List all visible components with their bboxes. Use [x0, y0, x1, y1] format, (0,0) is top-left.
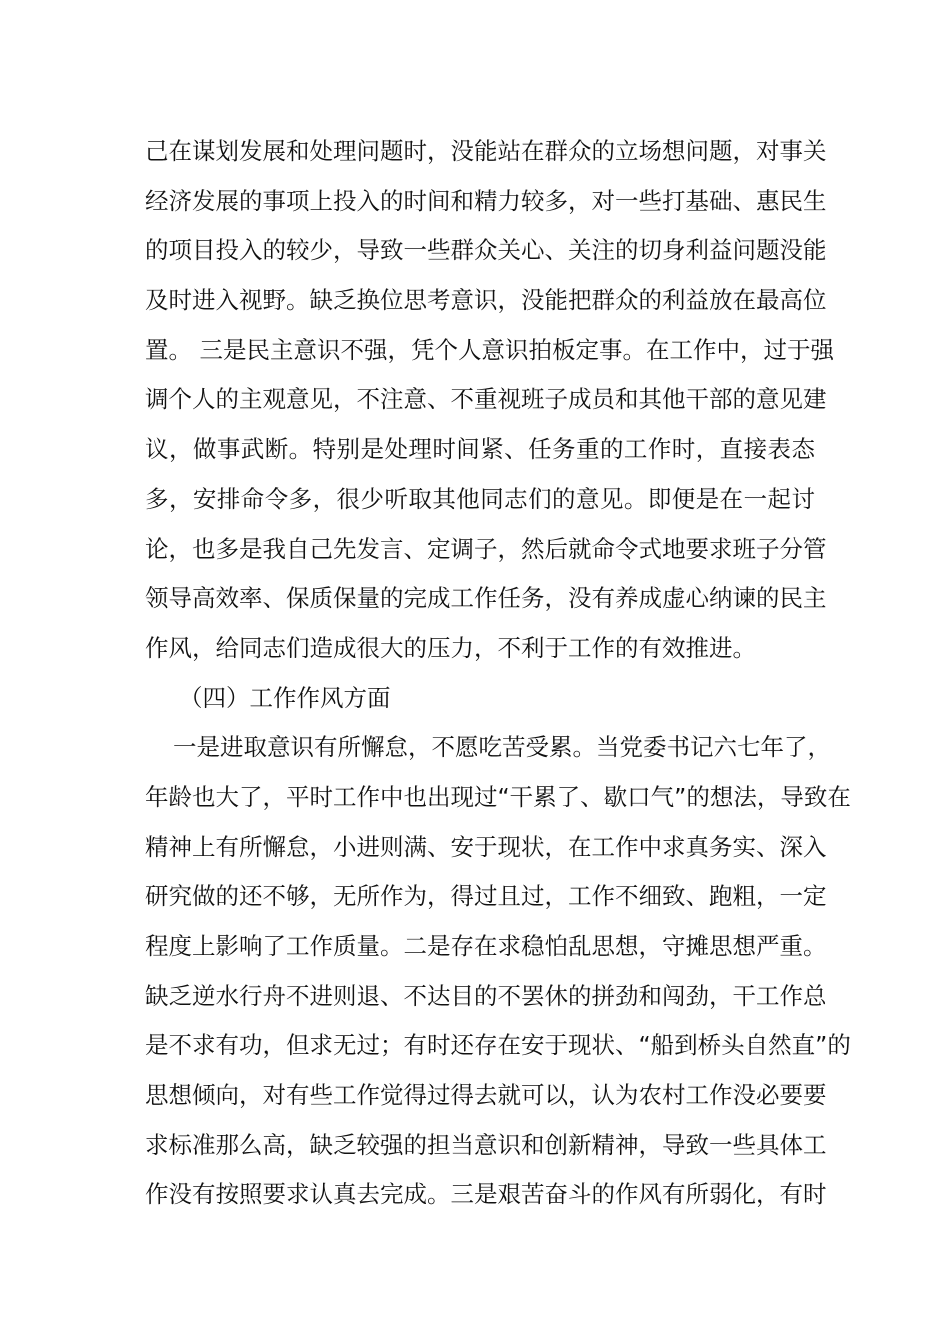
text-line: 调个人的主观意见，不注意、不重视班子成员和其他干部的意见建 [145, 385, 827, 414]
text-line: 求标准那么高，缺乏较强的担当意识和创新精神，导致一些具体工 [145, 1130, 827, 1159]
text-line: 论，也多是我自己先发言、定调子，然后就命令式地要求班子分管 [145, 534, 827, 563]
paragraph-first-line: 一是进取意识有所懈怠，不愿吃苦受累。当党委书记六七年了， [173, 733, 831, 762]
text-line: 程度上影响了工作质量。二是存在求稳怕乱思想，守摊思想严重。 [145, 932, 827, 960]
text-line: 年龄也大了，平时工作中也出现过“干累了、歇口气”的想法，导致在 [145, 782, 851, 811]
text-line: 是不求有功，但求无过；有时还存在安于现状、“船到桥头自然直”的 [145, 1031, 851, 1060]
paragraph-end-line: 作风，给同志们造成很大的压力，不利于工作的有效推进。 [145, 633, 756, 662]
text-line: 多，安排命令多，很少听取其他同志们的意见。即便是在一起讨 [145, 484, 815, 513]
text-line: 缺乏逆水行舟不进则退、不达目的不罢休的拼劲和闯劲，干工作总 [145, 981, 827, 1010]
text-line: 己在谋划发展和处理问题时，没能站在群众的立场想问题，对事关 [145, 137, 827, 165]
text-line: 及时进入视野。缺乏换位思考意识，没能把群众的利益放在最高位 [145, 286, 827, 315]
text-line: 置。 三是民主意识不强，凭个人意识拍板定事。在工作中，过于强 [145, 335, 834, 364]
text-line: 精神上有所懈怠，小进则满、安于现状，在工作中求真务实、深入 [145, 832, 827, 861]
text-line: 的项目投入的较少，导致一些群众关心、关注的切身利益问题没能 [145, 236, 827, 265]
text-line: 议，做事武断。特别是处理时间紧、任务重的工作时，直接表态 [145, 435, 815, 464]
text-line: 思想倾向，对有些工作觉得过得去就可以，认为农村工作没必要要 [145, 1081, 827, 1110]
text-line: 研究做的还不够，无所作为，得过且过，工作不细致、跑粗，一定 [145, 882, 827, 911]
document-body [145, 127, 851, 1220]
section-heading: （四）工作作风方面 [179, 683, 391, 712]
text-line: 领导高效率、保质保量的完成工作任务，没有养成虚心纳谏的民主 [145, 584, 827, 613]
text-line: 作没有按照要求认真去完成。三是艰苦奋斗的作风有所弱化，有时 [145, 1180, 827, 1209]
text-line: 经济发展的事项上投入的时间和精力较多，对一些打基础、惠民生 [145, 186, 827, 215]
